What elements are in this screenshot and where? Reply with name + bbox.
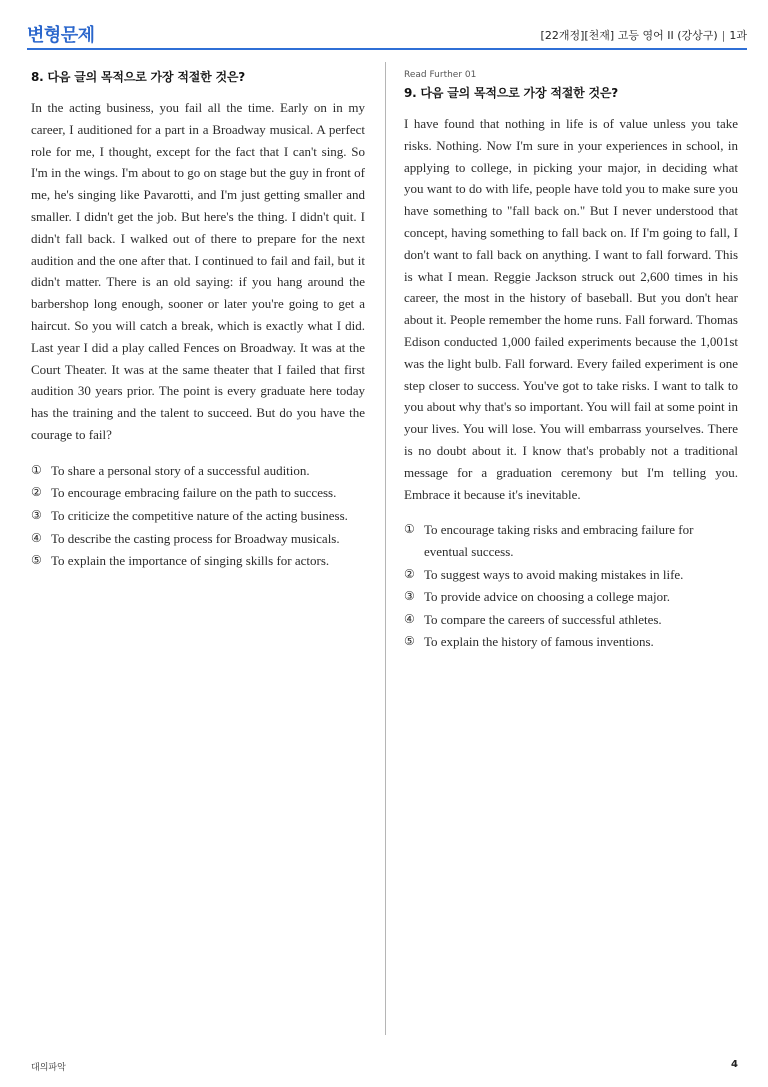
question-8-title: 8. 다음 글의 목적으로 가장 적절한 것은?	[31, 70, 246, 84]
choice-text: To compare the careers of successful athletes.	[424, 611, 662, 627]
choice-item[interactable]	[31, 460, 365, 482]
choice-text: To share a personal story of a successful audition.	[51, 462, 310, 478]
choice-item[interactable]	[404, 631, 738, 653]
choice-text: To encourage embracing failure on the path to success.	[51, 485, 337, 501]
choice-text: To encourage taking risks and embracing failure for eventual success.	[424, 522, 694, 559]
choice-item[interactable]	[404, 609, 738, 631]
choice-number: ③	[404, 589, 415, 604]
course-name: [22개정][천재] 고등 영어 II (강상구)	[540, 29, 718, 42]
choice-number: ④	[31, 530, 42, 545]
page-header	[27, 18, 747, 50]
choice-item[interactable]	[404, 564, 738, 586]
choice-item[interactable]	[31, 505, 365, 527]
question-9-title: 9. 다음 글의 목적으로 가장 적절한 것은?	[404, 86, 619, 100]
choice-number: ③	[31, 507, 42, 522]
read-further-tag: Read Further 01	[404, 70, 477, 80]
choice-item[interactable]	[31, 482, 365, 504]
choice-number: ④	[404, 611, 415, 626]
choice-text: To explain the history of famous inventions.	[424, 634, 654, 650]
course-info	[541, 27, 747, 43]
question-9-choices	[404, 519, 738, 653]
choice-item[interactable]	[404, 586, 738, 608]
brand-title: 변형문제	[27, 25, 95, 46]
question-8-passage: In the acting business, you fail all the time. Early on in my career, I auditioned for a part in a Broadway musical. A perfect role for me, I thought, except for the fact that I can't sing. So I'm in the wings. I'm about to go on stage but the guy in front of me, he's singing like Pavarotti, and I'm just getting smaller and smaller. I didn't get the job. But here's the thing. I didn't quit. I didn't fall back. I walked out of there to prepare for the next audition and the one after that. I continued to fail and fail, but it didn't matter. There is an old saying: if you hang around the barbershop long enough, sooner or later you're going to get a haircut. So you will catch a break, which is exactly what I did. Last year I did a play called Fences on Broadway. It was at the Court Theater. It was at the same theater that I failed that first audition 30 years prior. The point is every graduate here today has the training and the talent to succeed. But do you have the courage to fail?	[31, 100, 365, 442]
choice-text: To provide advice on choosing a college major.	[424, 589, 671, 605]
question-8	[31, 68, 365, 573]
choice-text: To describe the casting process for Broadway musicals.	[51, 530, 340, 546]
choice-item[interactable]	[404, 519, 738, 562]
choice-number: ②	[404, 566, 415, 581]
choice-text: To suggest ways to avoid making mistakes in life.	[424, 566, 684, 582]
choice-text: To explain the importance of singing skills for actors.	[51, 553, 330, 569]
footer-publisher: 대의파악	[31, 1063, 66, 1073]
question-9	[404, 68, 738, 654]
column-divider	[385, 62, 386, 1035]
page-number: 4	[731, 1059, 738, 1070]
choice-number: ⑤	[404, 634, 415, 649]
question-8-choices	[31, 460, 365, 572]
lesson-label: 1과	[729, 29, 747, 42]
choice-text: To criticize the competitive nature of the acting business.	[51, 507, 348, 523]
choice-item[interactable]	[31, 528, 365, 550]
choice-number: ①	[404, 522, 415, 537]
choice-number: ②	[31, 485, 42, 500]
question-9-passage: I have found that nothing in life is of value unless you take risks. Nothing. Now I'm sure in your experiences in school, in applying to college, in picking your major, in deciding what you want to do with life, people have told you to make sure you have something to "fall back on." But I never understood that concept, having something to fall back on. If I'm going to fall, I don't want to fall back on anything. I want to fall forward. This is what I mean. Reggie Jackson struck out 2,600 times in his career, the most in the history of baseball. But you don't hear about it. People remember the home runs. Fall forward. Thomas Edison conducted 1,000 failed experiments because the 1,001st was the light bulb. Fall forward. Every failed experiment is one step closer to success. You've got to take risks. I want to talk to you about why that's so important. You will fail at some point in your lives. You will lose. You will embarrass yourselves. There is no doubt about it. I know that's probably not a traditional message for a graduation ceremony but I'm telling you. Embrace it because it's inevitable.	[404, 116, 738, 502]
choice-item[interactable]	[31, 550, 365, 572]
choice-number: ⑤	[31, 553, 42, 568]
choice-number: ①	[31, 462, 42, 477]
header-separator: |	[721, 29, 726, 42]
